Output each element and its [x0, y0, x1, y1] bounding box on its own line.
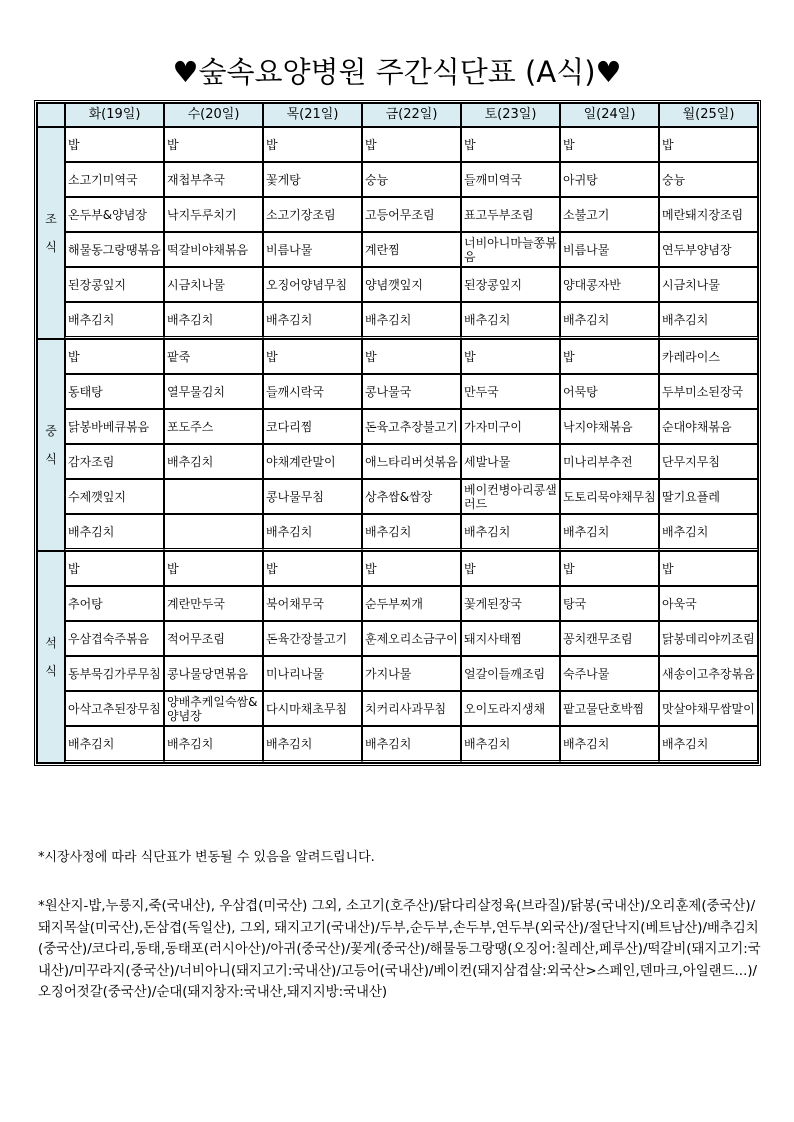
- menu-cell: 밥: [461, 339, 560, 374]
- menu-cell: 된장콩잎지: [65, 267, 164, 302]
- menu-cell: 아삭고추된장무침: [65, 691, 164, 726]
- menu-cell: 순두부찌개: [362, 586, 461, 621]
- menu-cell: 얼갈이들깨조림: [461, 656, 560, 691]
- corner-cell: [37, 103, 65, 127]
- menu-cell: 가자미구이: [461, 409, 560, 444]
- menu-cell: 숭늉: [659, 162, 758, 197]
- menu-cell: 온두부&양념장: [65, 197, 164, 232]
- menu-cell: 배추김치: [461, 726, 560, 763]
- menu-row: [37, 374, 758, 409]
- menu-cell: 미나리부추전: [560, 444, 659, 479]
- menu-cell: 양대콩자반: [560, 267, 659, 302]
- page-title: ♥숲속요양병원 주간식단표 (A식)♥: [172, 55, 622, 89]
- day-header: 토(23일): [461, 103, 560, 127]
- origin-text: *원산지-밥,누룽지,죽(국내산), 우삼겹(미국산) 그외, 소고기(호주산)/닭다리살정육(브라질)/닭봉(국내산)/오리훈제(중국산)/돼지목살(미국산),돈삼겹(독일산), 그외, 돼지고기(국내산)/두부,순두부,손두부,연두부(외국산)/절단낙지(베트남산)/배추김치(중국산)/코다리,동태,동태포(러시아산)/아귀(중국산)/꽃게(중국산)/해물동그랑땡(오징어:칠레산,페루산)/떡갈비(돼지고기:국내산)/미꾸라지(중국산)/너비아니(돼지고기:국내산)/고등어(국내산)/베이컨(돼지삼겹살:외국산>스페인,덴마크,아일랜드...)/오징어젓갈(중국산)/순대(돼지창자:국내산,돼지지방:국내산): [38, 899, 761, 1000]
- meal-label: 조 식: [37, 127, 65, 339]
- menu-cell: 꽃게된장국: [461, 586, 560, 621]
- menu-cell: 고등어무조림: [362, 197, 461, 232]
- menu-cell: 메란돼지장조림: [659, 197, 758, 232]
- menu-cell: 오이도라지생채: [461, 691, 560, 726]
- menu-body: [37, 127, 758, 763]
- menu-row: [37, 726, 758, 763]
- menu-cell: 밥: [65, 551, 164, 586]
- day-header: 월(25일): [659, 103, 758, 127]
- day-header: 수(20일): [164, 103, 263, 127]
- menu-cell: 밥: [659, 551, 758, 586]
- menu-cell: [164, 479, 263, 514]
- menu-cell: 해물동그랑땡볶음: [65, 232, 164, 267]
- menu-cell: 시금치나물: [164, 267, 263, 302]
- menu-cell: 배추김치: [164, 302, 263, 339]
- menu-cell: 배추김치: [659, 726, 758, 763]
- menu-cell: 밥: [560, 127, 659, 162]
- menu-cell: 단무지무침: [659, 444, 758, 479]
- menu-cell: 꽁치캔무조림: [560, 621, 659, 656]
- menu-cell: 배추김치: [560, 726, 659, 763]
- menu-cell: 닭봉데리야끼조림: [659, 621, 758, 656]
- menu-cell: 연두부양념장: [659, 232, 758, 267]
- menu-row: [37, 267, 758, 302]
- menu-cell: 배추김치: [659, 514, 758, 551]
- menu-row: [37, 656, 758, 691]
- menu-cell: 들깨시락국: [263, 374, 362, 409]
- menu-cell: 콩나물무침: [263, 479, 362, 514]
- menu-cell: 양념깻잎지: [362, 267, 461, 302]
- menu-row: [37, 691, 758, 726]
- menu-cell: 소고기미역국: [65, 162, 164, 197]
- menu-cell: 열무물김치: [164, 374, 263, 409]
- menu-cell: 배추김치: [461, 302, 560, 339]
- menu-cell: 돼지사태찜: [461, 621, 560, 656]
- menu-cell: 계란만두국: [164, 586, 263, 621]
- menu-cell: 어묵탕: [560, 374, 659, 409]
- menu-cell: 아귀탕: [560, 162, 659, 197]
- menu-cell: 치커리사과무침: [362, 691, 461, 726]
- menu-cell: 된장콩잎지: [461, 267, 560, 302]
- menu-cell: 배추김치: [263, 302, 362, 339]
- menu-cell: 밥: [659, 127, 758, 162]
- menu-cell: 배추김치: [560, 302, 659, 339]
- menu-cell: 맛살야채무쌈말이: [659, 691, 758, 726]
- menu-cell: 배추김치: [263, 514, 362, 551]
- menu-cell: 배추김치: [65, 514, 164, 551]
- menu-cell: 밥: [461, 551, 560, 586]
- menu-cell: 배추김치: [659, 302, 758, 339]
- menu-cell: 야채계란말이: [263, 444, 362, 479]
- menu-cell: 콩나물당면볶음: [164, 656, 263, 691]
- menu-cell: 순대야채볶음: [659, 409, 758, 444]
- menu-cell: 베이컨병아리콩샐러드: [461, 479, 560, 514]
- menu-cell: 들깨미역국: [461, 162, 560, 197]
- menu-cell: 배추김치: [461, 514, 560, 551]
- menu-cell: 배추김치: [560, 514, 659, 551]
- menu-cell: 카레라이스: [659, 339, 758, 374]
- menu-cell: 밥: [164, 551, 263, 586]
- menu-cell: 미나리나물: [263, 656, 362, 691]
- menu-cell: 배추김치: [362, 514, 461, 551]
- menu-cell: 세발나물: [461, 444, 560, 479]
- menu-row: [37, 551, 758, 586]
- menu-row: [37, 514, 758, 551]
- menu-table-wrapper: [34, 100, 758, 766]
- menu-cell: 소고기장조림: [263, 197, 362, 232]
- menu-cell: 소불고기: [560, 197, 659, 232]
- menu-cell: 적어무조림: [164, 621, 263, 656]
- menu-cell: 표고두부조림: [461, 197, 560, 232]
- menu-cell: 동태탕: [65, 374, 164, 409]
- menu-cell: 포도주스: [164, 409, 263, 444]
- menu-cell: 밥: [362, 339, 461, 374]
- menu-cell: 돈육고추장불고기: [362, 409, 461, 444]
- menu-row: [37, 586, 758, 621]
- menu-cell: 배추김치: [362, 726, 461, 763]
- day-header: 일(24일): [560, 103, 659, 127]
- menu-cell: 훈제오리소금구이: [362, 621, 461, 656]
- menu-cell: 밥: [263, 551, 362, 586]
- menu-cell: 밥: [362, 551, 461, 586]
- menu-cell: 밥: [560, 339, 659, 374]
- menu-cell: 비름나물: [560, 232, 659, 267]
- menu-cell: 수제깻잎지: [65, 479, 164, 514]
- menu-row: [37, 232, 758, 267]
- menu-cell: 배추김치: [263, 726, 362, 763]
- day-header: 화(19일): [65, 103, 164, 127]
- day-header: 목(21일): [263, 103, 362, 127]
- menu-cell: 배추김치: [65, 726, 164, 763]
- menu-cell: 밥: [461, 127, 560, 162]
- menu-row: [37, 127, 758, 162]
- menu-cell: 팥고물단호박찜: [560, 691, 659, 726]
- menu-cell: 꽃게탕: [263, 162, 362, 197]
- menu-cell: 숙주나물: [560, 656, 659, 691]
- menu-cell: [164, 514, 263, 551]
- menu-row: [37, 444, 758, 479]
- menu-cell: 시금치나물: [659, 267, 758, 302]
- menu-row: [37, 409, 758, 444]
- menu-cell: 비름나물: [263, 232, 362, 267]
- menu-row: [37, 479, 758, 514]
- menu-cell: 배추김치: [65, 302, 164, 339]
- menu-cell: 두부미소된장국: [659, 374, 758, 409]
- menu-cell: 너비아니마늘쫑볶음: [461, 232, 560, 267]
- menu-cell: 추어탕: [65, 586, 164, 621]
- menu-row: [37, 197, 758, 232]
- menu-cell: 다시마채초무침: [263, 691, 362, 726]
- menu-cell: 딸기요플레: [659, 479, 758, 514]
- menu-cell: 밥: [362, 127, 461, 162]
- menu-cell: 동부묵김가루무침: [65, 656, 164, 691]
- menu-cell: 새송이고추장볶음: [659, 656, 758, 691]
- menu-cell: 밥: [65, 339, 164, 374]
- menu-cell: 떡갈비야채볶음: [164, 232, 263, 267]
- menu-cell: 가지나물: [362, 656, 461, 691]
- notice-text: *시장사정에 따라 식단표가 변동될 수 있음을 알려드립니다.: [38, 850, 375, 865]
- meal-label: 중 식: [37, 339, 65, 551]
- menu-cell: 낙지두루치기: [164, 197, 263, 232]
- menu-cell: 돈육간장불고기: [263, 621, 362, 656]
- menu-cell: 상추쌈&쌈장: [362, 479, 461, 514]
- menu-cell: 밥: [560, 551, 659, 586]
- menu-cell: 도토리묵야채무침: [560, 479, 659, 514]
- weekly-menu-table: [34, 100, 761, 766]
- day-header-row: [37, 103, 758, 127]
- menu-cell: 북어채무국: [263, 586, 362, 621]
- menu-cell: 밥: [263, 339, 362, 374]
- menu-cell: 낙지야채볶음: [560, 409, 659, 444]
- menu-cell: 배추김치: [362, 302, 461, 339]
- menu-cell: 밥: [65, 127, 164, 162]
- menu-cell: 양배추케일숙쌈&양념장: [164, 691, 263, 726]
- menu-cell: 콩나물국: [362, 374, 461, 409]
- menu-cell: 재첩부추국: [164, 162, 263, 197]
- menu-cell: 닭봉바베큐볶음: [65, 409, 164, 444]
- menu-cell: 감자조림: [65, 444, 164, 479]
- menu-cell: 밥: [263, 127, 362, 162]
- menu-cell: 배추김치: [164, 444, 263, 479]
- menu-cell: 숭늉: [362, 162, 461, 197]
- menu-row: [37, 339, 758, 374]
- menu-cell: 팥죽: [164, 339, 263, 374]
- menu-cell: 탕국: [560, 586, 659, 621]
- menu-cell: 아욱국: [659, 586, 758, 621]
- menu-cell: 배추김치: [164, 726, 263, 763]
- meal-label: 석 식: [37, 551, 65, 763]
- menu-cell: 애느타리버섯볶음: [362, 444, 461, 479]
- menu-cell: 계란찜: [362, 232, 461, 267]
- menu-cell: 우삼겹숙주볶음: [65, 621, 164, 656]
- menu-row: [37, 621, 758, 656]
- menu-cell: 만두국: [461, 374, 560, 409]
- menu-row: [37, 162, 758, 197]
- day-header: 금(22일): [362, 103, 461, 127]
- menu-cell: 코다리찜: [263, 409, 362, 444]
- menu-row: [37, 302, 758, 339]
- menu-cell: 밥: [164, 127, 263, 162]
- menu-cell: 오징어양념무침: [263, 267, 362, 302]
